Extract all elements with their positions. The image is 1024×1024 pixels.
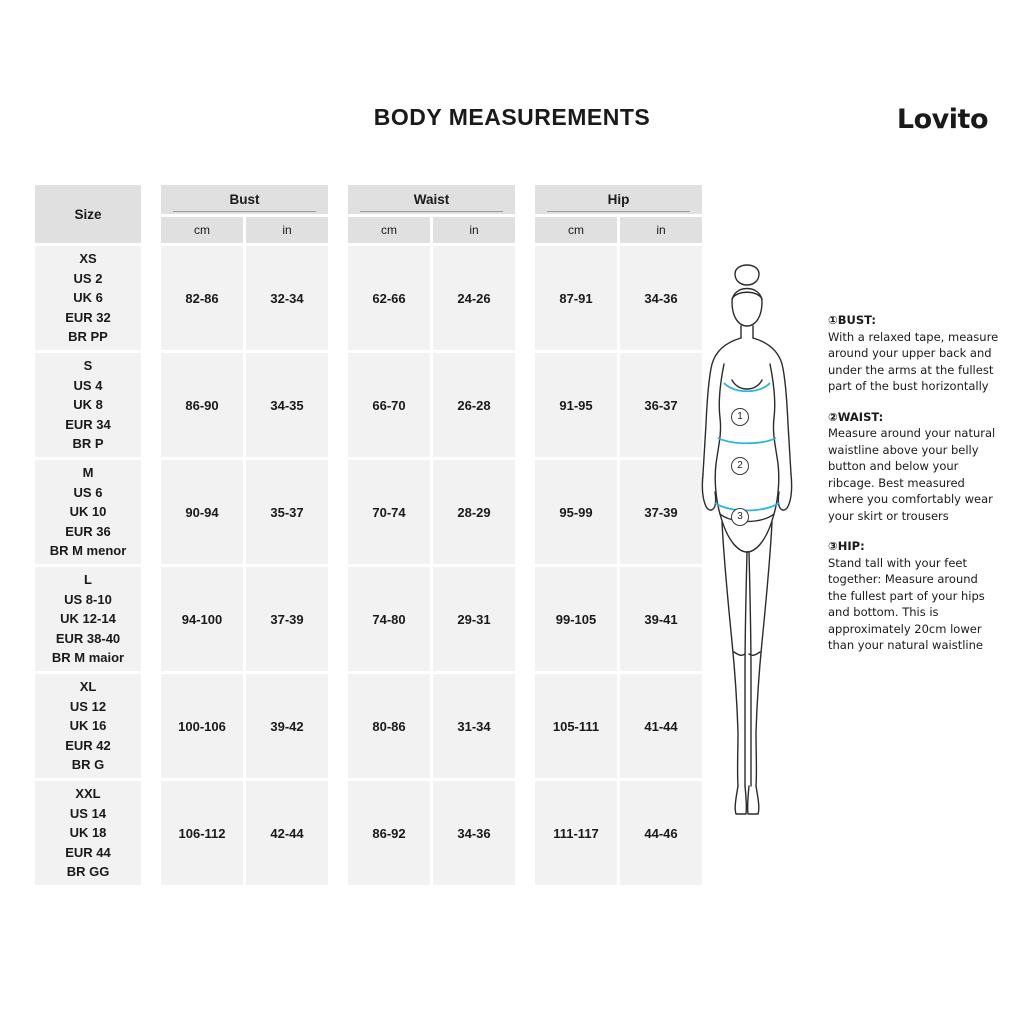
cell-bust-in: 42-44 [246, 781, 328, 885]
spacer [144, 781, 158, 885]
note-bust-body: With a relaxed tape, measure around your upper back and under the arms at the fullest part of the bust horizontally [828, 329, 999, 393]
cell-hip-cm: 95-99 [535, 460, 617, 564]
marker-hip: 3 [731, 508, 749, 526]
unit-header-waist-cm: cm [348, 217, 430, 243]
page-title: BODY MEASUREMENTS [373, 104, 651, 130]
spacer [518, 567, 532, 671]
size-line: BR GG [66, 864, 110, 880]
spacer [518, 185, 532, 243]
spacer [331, 674, 345, 778]
spacer [144, 674, 158, 778]
table-header-group-row [35, 185, 702, 214]
cell-bust-cm: 94-100 [161, 567, 243, 671]
brand-logo: Lovito [896, 104, 988, 135]
cell-hip-in: 44-46 [620, 781, 702, 885]
size-line: EUR 38-40 [55, 630, 121, 646]
table-row [35, 460, 702, 564]
size-line: UK 8 [73, 397, 103, 413]
size-label-cell [35, 246, 141, 350]
group-rule [360, 211, 503, 212]
size-line: UK 16 [69, 718, 107, 734]
size-line: US 6 [73, 484, 103, 500]
table-row [35, 781, 702, 885]
size-line: XS [79, 251, 97, 267]
spacer [518, 460, 532, 564]
unit-header-hip-in: in [620, 217, 702, 243]
column-group-hip [535, 185, 702, 214]
cell-bust-in: 32-34 [246, 246, 328, 350]
spacer [144, 353, 158, 457]
spacer [144, 246, 158, 350]
cell-hip-cm: 87-91 [535, 246, 617, 350]
note-hip [828, 538, 1000, 654]
note-bust [828, 312, 1000, 395]
size-label-cell [35, 460, 141, 564]
female-body-outline-icon [672, 252, 822, 832]
table-row [35, 246, 702, 350]
table-row [35, 674, 702, 778]
cell-waist-in: 34-36 [433, 781, 515, 885]
size-line: UK 10 [69, 504, 107, 520]
cell-hip-cm: 105-111 [535, 674, 617, 778]
cell-waist-in: 26-28 [433, 353, 515, 457]
unit-header-hip-cm: cm [535, 217, 617, 243]
cell-bust-cm: 100-106 [161, 674, 243, 778]
cell-waist-cm: 70-74 [348, 460, 430, 564]
group-label-bust: Bust [229, 192, 260, 207]
size-line: UK 18 [69, 825, 107, 841]
spacer [331, 185, 345, 243]
cell-bust-cm: 90-94 [161, 460, 243, 564]
cell-waist-cm: 74-80 [348, 567, 430, 671]
spacer [518, 674, 532, 778]
cell-waist-cm: 62-66 [348, 246, 430, 350]
size-line: BR P [72, 436, 104, 452]
group-rule [547, 211, 690, 212]
size-line: BR G [71, 757, 105, 773]
cell-bust-cm: 86-90 [161, 353, 243, 457]
body-figure [672, 252, 822, 832]
size-label-cell [35, 781, 141, 885]
size-line: US 4 [73, 377, 103, 393]
cell-waist-in: 28-29 [433, 460, 515, 564]
unit-header-bust-cm: cm [161, 217, 243, 243]
size-line: S [83, 358, 93, 374]
size-line: BR PP [68, 329, 108, 345]
size-line: EUR 42 [65, 737, 111, 753]
cell-bust-in: 35-37 [246, 460, 328, 564]
spacer [331, 246, 345, 350]
size-line: EUR 32 [65, 309, 111, 325]
cell-hip-cm: 99-105 [535, 567, 617, 671]
size-line: UK 6 [73, 290, 103, 306]
size-line: US 14 [69, 805, 107, 821]
cell-waist-in: 24-26 [433, 246, 515, 350]
size-label-cell [35, 674, 141, 778]
column-group-waist [348, 185, 515, 214]
size-line: XL [79, 679, 97, 695]
unit-header-waist-in: in [433, 217, 515, 243]
cell-waist-cm: 66-70 [348, 353, 430, 457]
size-line: EUR 36 [65, 523, 111, 539]
cell-hip-in: 36-37 [620, 353, 702, 457]
cell-waist-cm: 86-92 [348, 781, 430, 885]
size-chart-table [32, 182, 705, 888]
cell-bust-cm: 106-112 [161, 781, 243, 885]
marker-waist: 2 [731, 457, 749, 475]
group-rule [173, 211, 316, 212]
size-line: BR M menor [49, 543, 127, 559]
cell-bust-in: 39-42 [246, 674, 328, 778]
cell-hip-in: 37-39 [620, 460, 702, 564]
size-line: BR M maior [51, 650, 125, 666]
size-line: US 8-10 [64, 591, 112, 607]
bust-guide-line [724, 383, 770, 391]
table-row [35, 567, 702, 671]
size-line: EUR 34 [65, 416, 111, 432]
cell-hip-cm: 111-117 [535, 781, 617, 885]
size-label-cell [35, 353, 141, 457]
cell-waist-cm: 80-86 [348, 674, 430, 778]
size-line: UK 12-14 [60, 611, 116, 627]
size-line: M [82, 465, 94, 481]
note-hip-title: ③HIP: [828, 539, 865, 553]
waist-guide-line [718, 438, 776, 443]
spacer [331, 460, 345, 564]
cell-waist-in: 29-31 [433, 567, 515, 671]
note-hip-body: Stand tall with your feet together: Measure around the fullest part of your hips and bottom. This is approximately 20cm lower than your natural waistline [828, 555, 985, 652]
spacer [518, 246, 532, 350]
spacer [331, 353, 345, 457]
cell-hip-in: 41-44 [620, 674, 702, 778]
spacer [331, 567, 345, 671]
note-waist-body: Measure around your natural waistline above your belly button and below your ribcage. Best measured where you comfortably wear your skirt or trousers [828, 426, 996, 523]
size-line: L [84, 572, 92, 588]
cell-hip-in: 39-41 [620, 567, 702, 671]
cell-bust-in: 37-39 [246, 567, 328, 671]
spacer [144, 460, 158, 564]
cell-hip-in: 34-36 [620, 246, 702, 350]
table-row [35, 353, 702, 457]
group-label-waist: Waist [413, 192, 450, 207]
spacer [518, 781, 532, 885]
size-line: XXL [75, 786, 101, 802]
marker-bust: 1 [731, 408, 749, 426]
spacer [144, 567, 158, 671]
cell-bust-in: 34-35 [246, 353, 328, 457]
spacer [144, 185, 158, 243]
cell-hip-cm: 91-95 [535, 353, 617, 457]
size-line: US 2 [73, 270, 103, 286]
unit-header-bust-in: in [246, 217, 328, 243]
hip-guide-line [715, 503, 779, 511]
cell-waist-in: 31-34 [433, 674, 515, 778]
spacer [518, 353, 532, 457]
note-bust-title: ①BUST: [828, 313, 876, 327]
note-waist [828, 409, 1000, 525]
column-header-size: Size [35, 185, 141, 243]
note-waist-title: ②WAIST: [828, 409, 884, 424]
spacer [331, 781, 345, 885]
measurement-instructions [828, 312, 1000, 668]
size-line: US 12 [69, 698, 107, 714]
size-line: EUR 44 [65, 844, 111, 860]
cell-bust-cm: 82-86 [161, 246, 243, 350]
size-label-cell [35, 567, 141, 671]
group-label-hip: Hip [607, 192, 630, 207]
column-group-bust [161, 185, 328, 214]
